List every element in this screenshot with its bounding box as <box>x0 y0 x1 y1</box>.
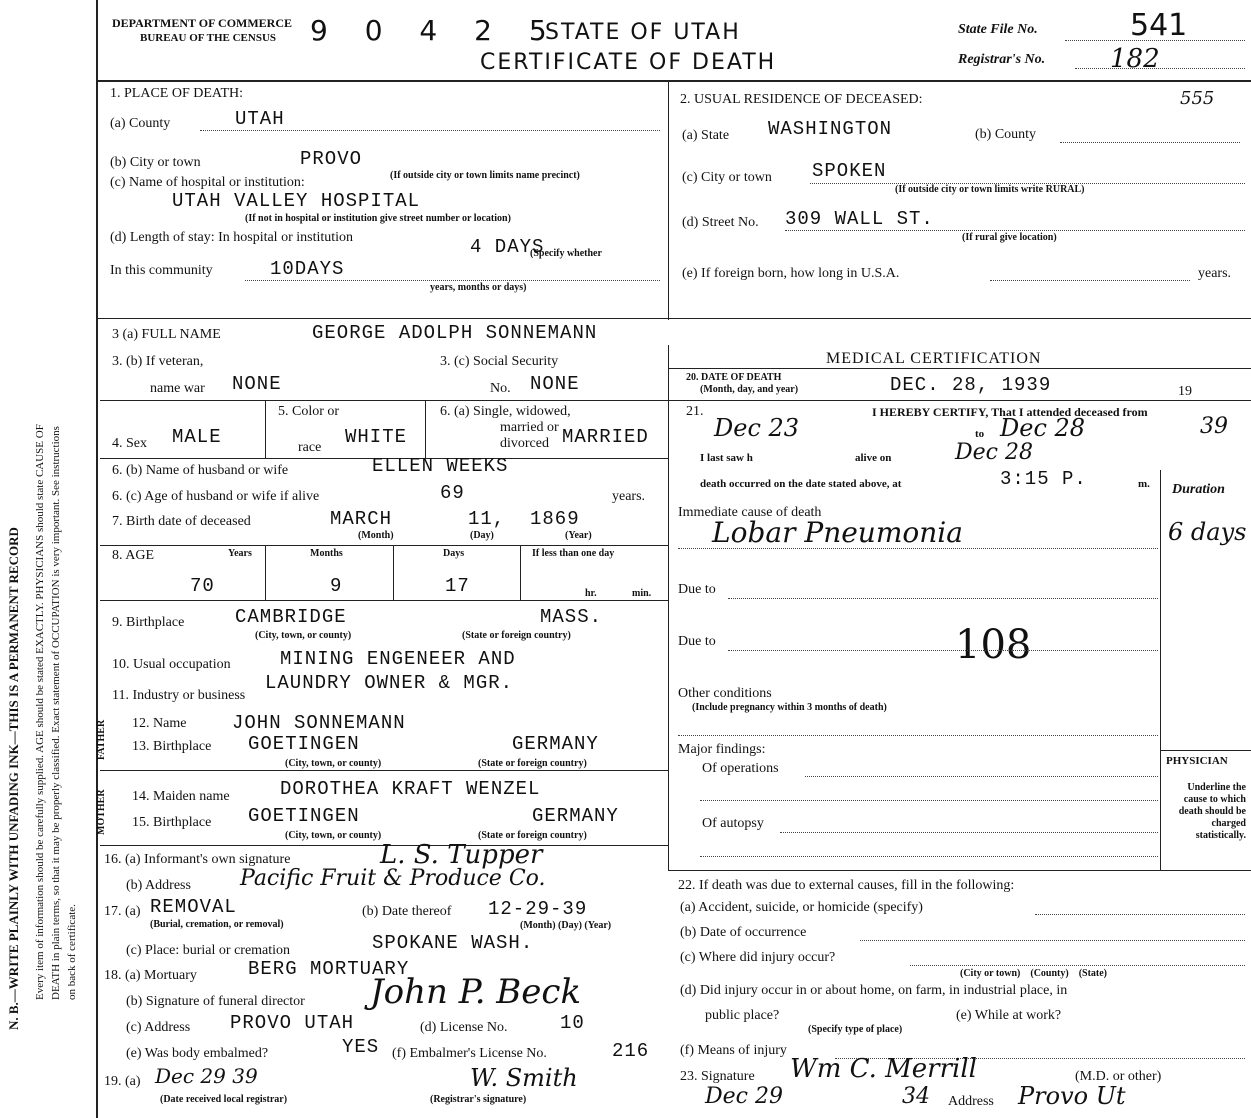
war-value: NONE <box>232 373 282 395</box>
age-days-value: 17 <box>445 575 470 597</box>
res-city-value: SPOKEN <box>812 160 887 182</box>
mother-bp-city: GOETINGEN <box>248 805 360 827</box>
m-label: m. <box>1138 478 1150 490</box>
side-note-instructions-3: on back of certificate. <box>66 904 78 1000</box>
code-mark: 108 <box>955 622 1032 668</box>
occurred-label: death occurred on the date stated above, at <box>700 478 902 490</box>
to-date: Dec 28 <box>1000 414 1086 442</box>
spouse-value: ELLEN WEEKS <box>372 455 509 477</box>
spouse-age-label: 6. (c) Age of husband or wife if alive <box>112 489 320 504</box>
mother-bp-state-note: (State or foreign country) <box>478 830 587 841</box>
state-title: STATE OF UTAH <box>545 20 741 45</box>
ext-c-note: (City or town) (County) (State) <box>960 968 1108 979</box>
sig-address-value: Provo Ut <box>1018 1082 1126 1110</box>
birthplace-city-note: (City, town, or county) <box>255 630 352 641</box>
birth-year: 1869 <box>530 508 580 530</box>
ext-b-label: (b) Date of occurrence <box>680 925 807 940</box>
received-note: (Date received local registrar) <box>160 1094 288 1105</box>
res-state-value: WASHINGTON <box>768 118 893 140</box>
sig-label: 23. Signature <box>680 1069 755 1084</box>
city-label: (b) City or town <box>110 155 201 170</box>
underline-note: Underline the cause to which death should be charged statistically. <box>1178 782 1246 841</box>
res-street-value: 309 WALL ST. <box>785 208 934 230</box>
inf-address-value: Pacific Fruit & Produce Co. <box>240 866 546 891</box>
city-value: PROVO <box>300 148 363 170</box>
res-foreign-unit: years. <box>1198 266 1232 281</box>
age-months-value: 9 <box>330 575 343 597</box>
death-date-label: 20. DATE OF DEATH <box>686 372 782 383</box>
ext-d-note: (Specify type of place) <box>808 1024 903 1035</box>
race-label: race <box>298 440 322 455</box>
death-date-value: DEC. 28, 1939 <box>890 374 1052 396</box>
race-value: WHITE <box>345 426 408 448</box>
mort-address-label: (c) Address <box>126 1020 191 1035</box>
sig-date: Dec 29 <box>705 1084 783 1109</box>
to-label: to <box>975 428 985 440</box>
birthplace-label: 9. Birthplace <box>112 615 185 630</box>
city-note: (If outside city or town limits name precinct) <box>390 170 580 181</box>
mother-name-value: DOROTHEA KRAFT WENZEL <box>280 778 541 800</box>
other-note: (Include pregnancy within 3 months of death) <box>692 702 887 713</box>
last-saw-label: I last saw h <box>700 452 753 464</box>
res-street-label: (d) Street No. <box>682 215 759 230</box>
inf-address-label: (b) Address <box>126 878 191 893</box>
cert-title: CERTIFICATE OF DEATH <box>480 50 777 75</box>
father-bp-country: GERMANY <box>512 733 599 755</box>
age-hr-label: hr. <box>585 588 597 599</box>
mother-bp-country: GERMANY <box>532 805 619 827</box>
father-side-label: FATHER <box>96 719 107 760</box>
mother-name-label: 14. Maiden name <box>132 789 230 804</box>
birthplace-state: MASS. <box>540 606 603 628</box>
received-value: Dec 29 39 <box>155 1064 258 1088</box>
death-time: 3:15 P. <box>1000 468 1087 490</box>
external-heading: 22. If death was due to external causes, fill in the following: <box>678 878 1015 893</box>
sig-title: (M.D. or other) <box>1075 1069 1162 1084</box>
death-year-tail: 19 <box>1178 384 1192 399</box>
disposal-note: (Burial, cremation, or removal) <box>150 919 284 930</box>
hospital-value: UTAH VALLEY HOSPITAL <box>172 190 421 212</box>
marital-label-3: divorced <box>500 436 549 451</box>
funeral-sig-label: (b) Signature of funeral director <box>126 994 305 1009</box>
sex-label: 4. Sex <box>112 436 147 451</box>
alive-label: alive on <box>855 452 892 464</box>
spouse-age-unit: years. <box>612 489 646 504</box>
sig-year: 34 <box>902 1084 930 1109</box>
bureau-label: BUREAU OF THE CENSUS <box>140 32 277 44</box>
mother-side-label: MOTHER <box>96 789 107 835</box>
embalmer-label: (f) Embalmer's License No. <box>392 1046 547 1061</box>
place-burial-label: (c) Place: burial or cremation <box>126 943 291 958</box>
birth-day: 11, <box>468 508 506 530</box>
father-bp-label: 13. Birthplace <box>132 739 212 754</box>
age-months-label: Months <box>310 548 343 559</box>
mother-bp-label: 15. Birthplace <box>132 815 212 830</box>
ss-value: NONE <box>530 373 580 395</box>
side-note-instructions-1: Every item of information should be carefully supplied. AGE should be stated EXACTLY. PHYSICIANS should state CAUSE OF <box>34 424 46 1000</box>
date-thereof-value: 12-29-39 <box>488 898 588 920</box>
ext-c-label: (c) Where did injury occur? <box>680 950 836 965</box>
state-file-label: State File No. <box>958 22 1038 37</box>
hospital-note: (If not in hospital or institution give street number or location) <box>245 213 511 224</box>
ext-e-label: (e) While at work? <box>956 1008 1062 1023</box>
veteran-label: 3. (b) If veteran, <box>112 354 204 369</box>
certify-text: I HEREBY CERTIFY, That I attended deceased from <box>872 405 1148 419</box>
father-bp-city: GOETINGEN <box>248 733 360 755</box>
license-value: 10 <box>560 1012 585 1034</box>
war-label: name war <box>150 381 205 396</box>
mother-bp-city-note: (City, town, or county) <box>285 830 382 841</box>
dept-label: DEPARTMENT OF COMMERCE <box>112 16 293 30</box>
res-state-label: (a) State <box>682 128 730 143</box>
operations-label: Of operations <box>702 761 779 776</box>
spouse-label: 6. (b) Name of husband or wife <box>112 463 289 478</box>
embalmed-label: (e) Was body embalmed? <box>126 1046 269 1061</box>
birth-month: MARCH <box>330 508 393 530</box>
residence-heading: 2. USUAL RESIDENCE OF DECEASED: <box>680 92 923 107</box>
age-min-label: min. <box>632 588 652 599</box>
county-value: UTAH <box>235 108 285 130</box>
community-note: years, months or days) <box>430 282 527 293</box>
duration-label: Duration <box>1172 482 1225 497</box>
res-city-note: (If outside city or town limits write RURAL) <box>895 184 1085 195</box>
state-file-value: 541 <box>1130 8 1188 43</box>
death-date-note: (Month, day, and year) <box>700 384 799 395</box>
hospital-label: (c) Name of hospital or institution: <box>110 175 305 190</box>
occupation-label: 10. Usual occupation <box>112 657 231 672</box>
birthplace-city: CAMBRIDGE <box>235 606 347 628</box>
name-value: GEORGE ADOLPH SONNEMANN <box>312 322 598 344</box>
community-label: In this community <box>110 263 213 278</box>
county-label: (a) County <box>110 116 171 131</box>
age-years-label: Years <box>228 548 252 559</box>
ext-d-label-2: public place? <box>705 1008 780 1023</box>
occupation-line1: MINING ENGENEER AND <box>280 648 516 670</box>
age-years-value: 70 <box>190 575 215 597</box>
license-label: (d) License No. <box>420 1020 508 1035</box>
ss-no-label: No. <box>490 381 511 396</box>
informant-signature: L. S. Tupper <box>380 840 543 870</box>
father-name-label: 12. Name <box>132 716 187 731</box>
embalmer-value: 216 <box>612 1040 650 1062</box>
marital-value: MARRIED <box>562 426 649 448</box>
birthplace-state-note: (State or foreign country) <box>462 630 571 641</box>
sex-value: MALE <box>172 426 222 448</box>
date-thereof-label: (b) Date thereof <box>362 904 452 919</box>
funeral-director-signature: John P. Beck <box>370 972 582 1012</box>
duration-value: 6 days <box>1168 518 1247 546</box>
age-label: 8. AGE <box>112 548 154 563</box>
from-date: Dec 23 <box>714 414 800 442</box>
res-foreign-label: (e) If foreign born, how long in U.S.A. <box>682 266 900 281</box>
to-year: 39 <box>1200 414 1228 439</box>
registrar-sig-note: (Registrar's signature) <box>430 1094 527 1105</box>
ext-f-label: (f) Means of injury <box>680 1043 787 1058</box>
place-burial-value: SPOKANE WASH. <box>372 932 534 954</box>
side-note-instructions-2: DEATH in plain terms, so that it may be properly classified. Exact statement of OCCUPATION is very important. See instructions <box>50 426 62 1000</box>
disposal-value: REMOVAL <box>150 896 237 918</box>
res-street-note: (If rural give location) <box>962 232 1057 243</box>
father-name-value: JOHN SONNEMANN <box>232 712 406 734</box>
embalmed-value: YES <box>342 1036 380 1058</box>
physician-signature: Wm C. Merrill <box>790 1054 977 1084</box>
received-label: 19. (a) <box>104 1074 141 1089</box>
certify-number: 21. <box>686 404 704 419</box>
registrar-value: 182 <box>1110 44 1160 74</box>
mortuary-label: 18. (a) Mortuary <box>104 968 197 983</box>
spouse-age-value: 69 <box>440 482 465 504</box>
immediate-label: Immediate cause of death <box>678 505 822 520</box>
birth-year-note: (Year) <box>565 530 592 541</box>
name-label: 3 (a) FULL NAME <box>112 327 221 342</box>
date-thereof-note: (Month) (Day) (Year) <box>520 920 612 931</box>
birth-day-note: (Day) <box>470 530 494 541</box>
physician-label: PHYSICIAN <box>1166 755 1228 767</box>
stamp-number: 9 0 4 2 5 <box>310 14 561 47</box>
due1-label: Due to <box>678 582 716 597</box>
color-label: 5. Color or <box>278 404 340 419</box>
community-value: 10DAYS <box>270 258 345 280</box>
marital-label-2: married or <box>500 420 559 435</box>
due2-label: Due to <box>678 634 716 649</box>
mortuary-value: BERG MORTUARY <box>248 958 410 980</box>
age-days-label: Days <box>443 548 465 559</box>
registrar-signature: W. Smith <box>470 1064 578 1092</box>
registrar-label: Registrar's No. <box>958 52 1046 67</box>
alive-date: Dec 28 <box>955 440 1033 465</box>
informant-label: 16. (a) Informant's own signature <box>104 852 291 867</box>
ext-a-label: (a) Accident, suicide, or homicide (specify) <box>680 900 923 915</box>
stay-label: (d) Length of stay: In hospital or institution <box>110 230 354 245</box>
mort-address-value: PROVO UTAH <box>230 1012 355 1034</box>
ext-d-label: (d) Did injury occur in or about home, on farm, in industrial place, in <box>680 983 1068 998</box>
sig-address-label: Address <box>948 1094 994 1109</box>
disposal-label: 17. (a) <box>104 904 141 919</box>
industry-label: 11. Industry or business <box>112 688 246 703</box>
marital-label-1: 6. (a) Single, widowed, <box>440 404 571 419</box>
side-note-permanent-record: N. B.—WRITE PLAINLY WITH UNFADING INK—THIS IS A PERMANENT RECORD <box>6 527 21 1030</box>
ss-label: 3. (c) Social Security <box>440 354 559 369</box>
birth-month-note: (Month) <box>358 530 394 541</box>
autopsy-label: Of autopsy <box>702 816 764 831</box>
father-bp-state-note: (State or foreign country) <box>478 758 587 769</box>
immediate-value: Lobar Pneumonia <box>712 516 963 549</box>
major-label: Major findings: <box>678 742 766 757</box>
other-label: Other conditions <box>678 686 772 701</box>
res-county-label: (b) County <box>975 127 1037 142</box>
res-city-label: (c) City or town <box>682 170 772 185</box>
corner-mark: 555 <box>1180 88 1215 109</box>
stay-note: (Specify whether <box>530 248 602 259</box>
occupation-line2: LAUNDRY OWNER & MGR. <box>265 672 514 694</box>
stay-value: 4 DAYS <box>470 236 545 258</box>
father-bp-city-note: (City, town, or county) <box>285 758 382 769</box>
age-less-label: If less than one day <box>532 548 615 559</box>
medical-heading: MEDICAL CERTIFICATION <box>826 350 1042 367</box>
place-heading: 1. PLACE OF DEATH: <box>110 86 244 101</box>
birth-label: 7. Birth date of deceased <box>112 514 251 529</box>
